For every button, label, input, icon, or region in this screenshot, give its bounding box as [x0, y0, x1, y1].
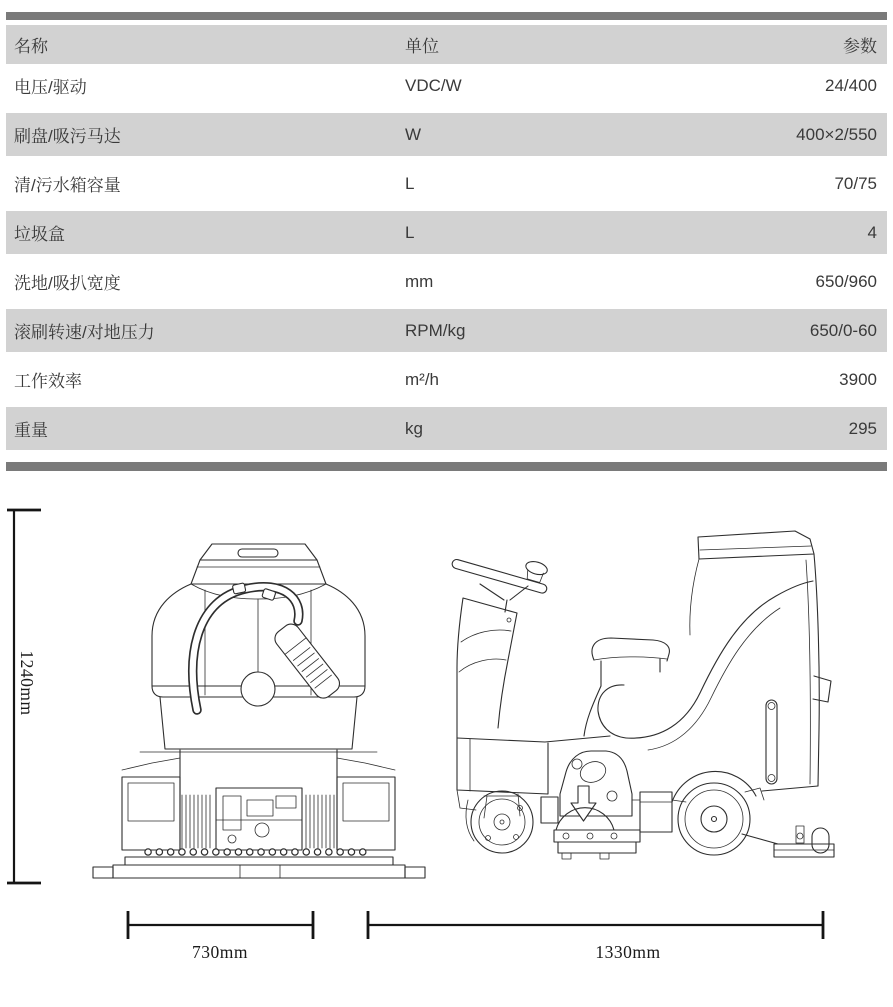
side-view-drawing: [451, 531, 834, 859]
spec-value: 24/400: [825, 75, 877, 95]
table-row: [6, 358, 887, 407]
header-unit: 单位: [405, 37, 439, 56]
spec-name: 垃圾盒: [14, 225, 65, 244]
front-width-label: 730mm: [192, 942, 248, 962]
spec-name: 工作效率: [14, 372, 82, 391]
table-bottom-accent-bar: [6, 462, 887, 471]
table-top-accent-bar: [6, 12, 887, 20]
spec-unit: L: [405, 222, 415, 242]
spec-value: 400×2/550: [796, 124, 877, 144]
spec-unit: RPM/kg: [405, 320, 466, 340]
spec-name: 电压/驱动: [14, 78, 87, 97]
hose-tool: [271, 620, 343, 701]
height-dimension-label: 1240mm: [17, 650, 37, 716]
spec-unit: W: [405, 124, 422, 144]
table-body: [6, 64, 887, 456]
table-row: [6, 260, 887, 309]
spec-name: 重量: [14, 421, 48, 440]
spec-value: 295: [848, 418, 877, 438]
spec-name: 清/污水箱容量: [14, 176, 121, 195]
table-row: [6, 162, 887, 211]
table-header-row: [6, 25, 887, 64]
spec-value: 70/75: [834, 173, 877, 193]
spec-unit: kg: [405, 418, 423, 438]
spec-unit: m²/h: [405, 369, 439, 389]
spec-value: 3900: [839, 369, 877, 389]
spec-name: 刷盘/吸污马达: [14, 127, 121, 146]
side-length-label: 1330mm: [595, 942, 661, 962]
technical-drawings: [0, 500, 893, 995]
spec-value: 650/0-60: [809, 320, 877, 340]
front-view-drawing: [93, 544, 425, 878]
table-row: [6, 113, 887, 162]
spec-name: 洗地/吸扒宽度: [14, 274, 121, 293]
spec-unit: mm: [405, 271, 434, 291]
spec-value: 4: [867, 222, 877, 242]
height-dimension: [7, 510, 41, 883]
spec-value: 650/960: [815, 271, 877, 291]
spec-unit: VDC/W: [405, 75, 462, 95]
table-row: [6, 407, 887, 456]
front-width-dimension: [128, 911, 313, 962]
spec-unit: L: [405, 173, 415, 193]
side-length-dimension: [368, 911, 823, 962]
header-name: 名称: [14, 37, 48, 56]
table-row: [6, 64, 887, 113]
table-row: [6, 309, 887, 358]
machine-line-art: [0, 500, 893, 995]
spec-name: 滚刷转速/对地压力: [14, 323, 155, 342]
table-row: [6, 211, 887, 260]
header-value: 参数: [843, 37, 877, 56]
spec-table: [6, 12, 887, 471]
